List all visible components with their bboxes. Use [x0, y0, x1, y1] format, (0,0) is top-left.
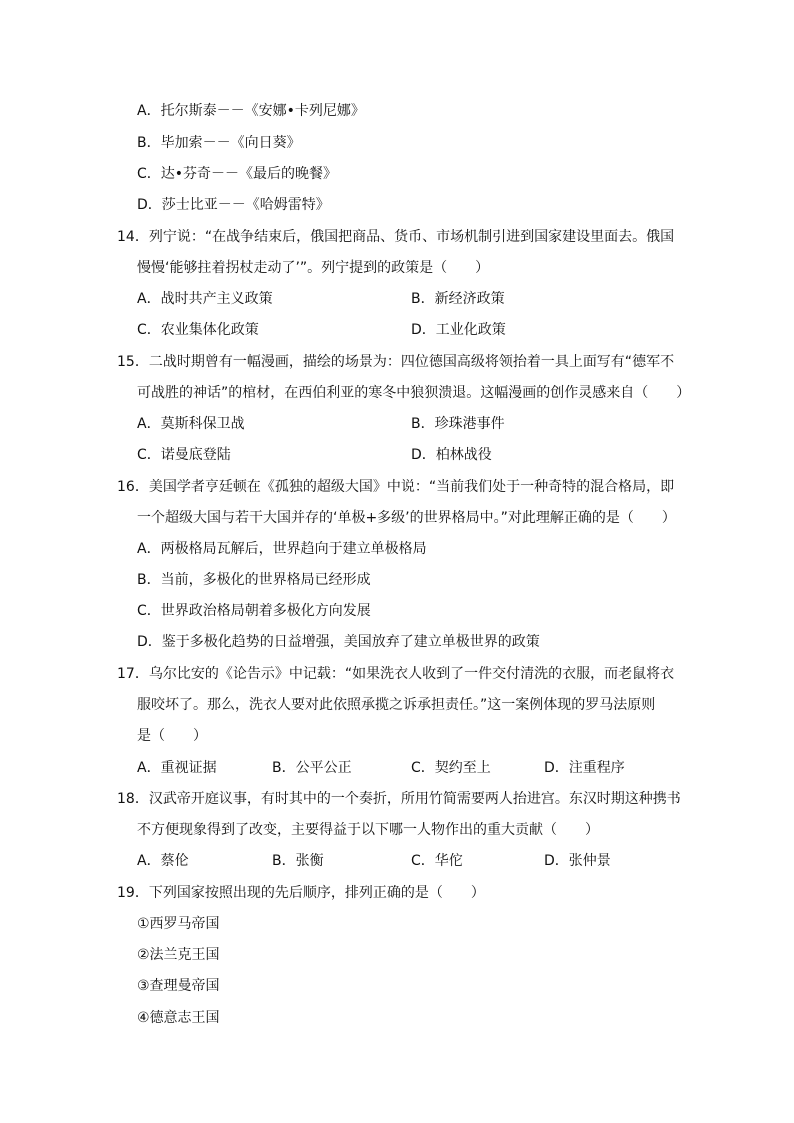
q16-option-c: C．世界政治格局朝着多极化方向发展: [137, 603, 371, 619]
q14-option-d: D．工业化政策: [411, 322, 506, 338]
q13-option-a: A．托尔斯泰－－《安娜•卡列尼娜》: [137, 103, 365, 119]
q17-stem-line-3: 是（ ）: [137, 728, 207, 744]
q16-stem-line-1: 16．美国学者亨廷顿在《孤独的超级大国》中说：“当前我们处于一种奇特的混合格局，即: [117, 479, 675, 495]
q17-stem-line-1: 17．乌尔比安的《论告示》中记载：“如果洗衣人收到了一件交付清洗的衣服，而老鼠将衣: [117, 666, 675, 682]
q16-stem-line-2: 一个超级大国与若干大国并存的‘单极+多级’的世界格局中。”对此理解正确的是（ ）: [137, 510, 676, 526]
q17-stem-line-2: 服咬坏了。那么，洗衣人要对此依照承揽之诉承担责任。”这一案例体现的罗马法原则: [137, 697, 656, 713]
q17-option-d: D．注重程序: [544, 760, 625, 776]
q18-option-d: D．张仲景: [544, 853, 611, 869]
q17-option-b: B．公平公正: [272, 760, 352, 776]
q16-option-a: A．两极格局瓦解后，世界趋向于建立单极格局: [137, 541, 427, 557]
q13-option-c: C．达•芬奇－－《最后的晚餐》: [137, 166, 338, 182]
q19-item-2: ②法兰克王国: [137, 947, 220, 963]
q18-option-a: A．蔡伦: [137, 853, 189, 869]
q15-stem-line-2: 可战胜的神话”的棺材，在西伯利亚的寒冬中狼狈溃退。这幅漫画的创作灵感来自（ ）: [137, 385, 691, 401]
q18-option-b: B．张衡: [272, 853, 324, 869]
q15-option-d: D．柏林战役: [411, 447, 492, 463]
q14-option-c: C．农业集体化政策: [137, 322, 259, 338]
q14-option-a: A．战时共产主义政策: [137, 291, 273, 307]
q15-stem-line-1: 15．二战时期曾有一幅漫画，描绘的场景为：四位德国高级将领抬着一具上面写有“德军不: [117, 354, 675, 370]
q15-option-a: A．莫斯科保卫战: [137, 416, 245, 432]
q19-stem-line-1: 19．下列国家按照出现的先后顺序，排列正确的是（ ）: [117, 885, 485, 901]
q18-stem-line-2: 不方便现象得到了改变，主要得益于以下哪一人物作出的重大贡献（ ）: [137, 822, 599, 838]
q19-item-4: ④德意志王国: [137, 1010, 220, 1026]
q14-stem-line-2: 慢慢‘能够拄着拐杖走动了’”。列宁提到的政策是（ ）: [137, 260, 490, 276]
q16-option-b: B．当前，多极化的世界格局已经形成: [137, 572, 371, 588]
q17-option-c: C．契约至上: [411, 760, 491, 776]
q15-option-b: B．珍珠港事件: [411, 416, 505, 432]
q17-option-a: A．重视证据: [137, 760, 217, 776]
q19-item-1: ①西罗马帝国: [137, 916, 220, 932]
q13-option-b: B．毕加索－－《向日葵》: [137, 135, 301, 151]
q13-option-d: D．莎士比亚－－《哈姆雷特》: [137, 197, 330, 213]
q16-option-d: D．鉴于多极化趋势的日益增强，美国放弃了建立单极世界的政策: [137, 634, 540, 650]
q18-stem-line-1: 18．汉武帝开庭议事，有时其中的一个奏折，所用竹简需要两人抬进宫。东汉时期这种携书: [117, 791, 681, 807]
q18-option-c: C．华佗: [411, 853, 463, 869]
q15-option-c: C．诺曼底登陆: [137, 447, 231, 463]
q14-option-b: B．新经济政策: [411, 291, 505, 307]
q14-stem-line-1: 14．列宁说：“在战争结束后，俄国把商品、货币、市场机制引进到国家建设里面去。俄国: [117, 229, 675, 245]
q19-item-3: ③查理曼帝国: [137, 978, 220, 994]
